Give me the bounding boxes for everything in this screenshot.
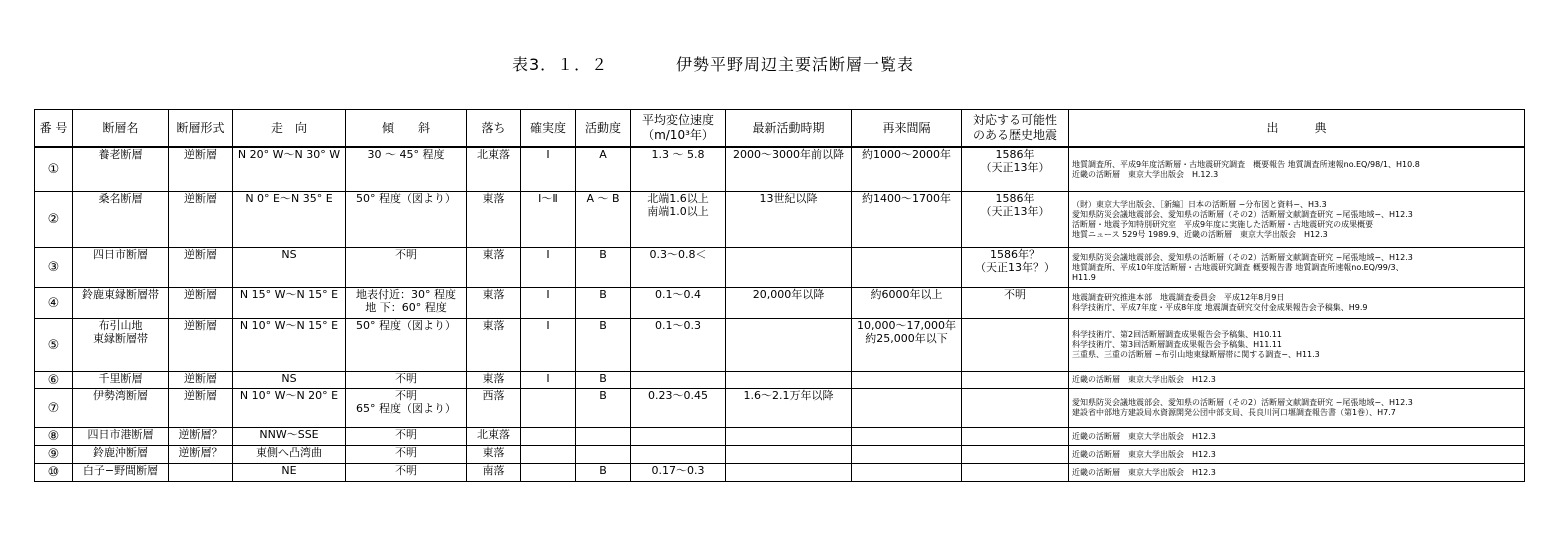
fault-historic-eq: 1586年？ （天正13年？） (962, 248, 1069, 288)
fault-name: 四日市断層 (73, 248, 169, 288)
fault-type: 逆断層 (169, 192, 233, 248)
header-hist-line1: 対応する可能性 (972, 113, 1057, 127)
source-line: H11.9 (1072, 272, 1096, 282)
fault-latest: 2000～3000年前以降 (726, 147, 852, 192)
fault-slip-rate: 0.17～0.3 (631, 464, 726, 482)
fault-downthrow: 西落 (467, 389, 521, 428)
fault-recurrence: 約1000～2000年 (852, 147, 962, 192)
fault-dip: 不明 (346, 372, 467, 389)
fault-latest (726, 446, 852, 464)
fault-name: 四日市港断層 (73, 428, 169, 446)
fault-historic-eq (962, 319, 1069, 372)
fault-name: 鈴鹿東縁断層帯 (73, 288, 169, 319)
source-line: 地震調査研究推進本部 地震調査委員会 平成12年8月9日 (1072, 293, 1285, 302)
fault-activity: A ～ B (576, 192, 631, 248)
fault-historic-eq (962, 464, 1069, 482)
header-slip-line1: 平均変位速度 (641, 113, 714, 127)
fault-latest (726, 464, 852, 482)
row-number: ⑩ (35, 464, 73, 482)
row-number: ⑤ (35, 319, 73, 372)
fault-strike: NS (233, 248, 346, 288)
fault-dip: 30 ～ 45° 程度 (346, 147, 467, 192)
fault-latest: 13世紀以降 (726, 192, 852, 248)
table-row (35, 389, 1525, 428)
row-number: ⑥ (35, 372, 73, 389)
fault-dip: 不明 (346, 248, 467, 288)
header-slip-line2: （m/10³年） (642, 128, 714, 142)
fault-historic-eq: 不明 (962, 288, 1069, 319)
row-number: ⑦ (35, 389, 73, 428)
header-strike: 走 向 (233, 110, 346, 148)
fault-type: 逆断層 (169, 248, 233, 288)
fault-name: 桑名断層 (73, 192, 169, 248)
fault-certainty: Ⅰ (521, 319, 576, 372)
source-line: 地質ニュース 529号 1989.9、近畿の活断層 東京大学出版会 H12.3 (1072, 229, 1328, 239)
fault-slip-rate: 北端1.6以上 南端1.0以上 (631, 192, 726, 248)
fault-recurrence (852, 464, 962, 482)
fault-latest: 1.6～2.1万年以降 (726, 389, 852, 428)
table-row (35, 464, 1525, 482)
table-row (35, 428, 1525, 446)
fault-downthrow: 南落 (467, 464, 521, 482)
fault-certainty (521, 389, 576, 428)
fault-activity (576, 446, 631, 464)
fault-historic-eq (962, 446, 1069, 464)
fault-strike: NS (233, 372, 346, 389)
fault-dip: 不明 (346, 446, 467, 464)
source-line: 地質調査所、平成9年度活断層・古地震研究調査 概要報告 地質調査所速報no.EQ/98/1、H10.8 (1072, 159, 1420, 169)
source-line: 活断層・地震予知特別研究室 平成9年度に実施した活断層・古地震研究の成果概要 (1072, 219, 1374, 229)
source-line: 近畿の活断層 東京大学出版会 H.12.3 (1072, 169, 1219, 179)
fault-activity: B (576, 248, 631, 288)
table-row (35, 192, 1525, 248)
row-number: ④ (35, 288, 73, 319)
table-row (35, 147, 1525, 192)
header-name: 断層名 (73, 110, 169, 148)
fault-downthrow: 東落 (467, 192, 521, 248)
fault-certainty (521, 464, 576, 482)
fault-strike: NE (233, 464, 346, 482)
fault-latest (726, 372, 852, 389)
fault-certainty: Ⅰ (521, 372, 576, 389)
fault-historic-eq: 1586年 （天正13年） (962, 192, 1069, 248)
row-number: ⑨ (35, 446, 73, 464)
fault-recurrence: 約1400～1700年 (852, 192, 962, 248)
row-number: ① (35, 147, 73, 192)
fault-slip-rate: 0.1～0.4 (631, 288, 726, 319)
table-row (35, 446, 1525, 464)
source-line: 建設省中部地方建設局水資源開発公団中部支局、長良川河口堰調査報告書（第1巻）、H7.7 (1072, 408, 1396, 417)
fault-strike: 東側へ凸湾曲 (233, 446, 346, 464)
fault-activity: B (576, 389, 631, 428)
fault-slip-rate (631, 372, 726, 389)
fault-historic-eq (962, 372, 1069, 389)
source-line: 近畿の活断層 東京大学出版会 H12.3 (1072, 431, 1216, 441)
fault-table (34, 109, 1525, 482)
fault-downthrow: 東落 (467, 319, 521, 372)
fault-type (169, 464, 233, 482)
header-hist (962, 110, 1069, 148)
fault-slip-rate (631, 428, 726, 446)
fault-name: 白子−野間断層 (73, 464, 169, 482)
fault-strike: N 10° W～N 15° E (233, 319, 346, 372)
fault-strike: N 20° W～N 30° W (233, 147, 346, 192)
header-act: 活動度 (576, 110, 631, 148)
fault-sources (1069, 248, 1525, 288)
fault-recurrence (852, 428, 962, 446)
source-line: （財）東京大学出版会、［新編］日本の活断層 −分布図と資料−、H3.3 (1072, 199, 1327, 209)
fault-sources (1069, 428, 1525, 446)
fault-sources (1069, 319, 1525, 372)
table-row (35, 319, 1525, 372)
fault-downthrow: 東落 (467, 248, 521, 288)
header-slip (631, 110, 726, 148)
fault-activity: B (576, 288, 631, 319)
source-line: 愛知県防災会議地震部会、愛知県の活断層（その2）活断層文献調査研究 −尾張地域−、H12.3 (1072, 252, 1413, 262)
fault-dip: 50° 程度（図より） (346, 192, 467, 248)
fault-historic-eq (962, 428, 1069, 446)
fault-slip-rate (631, 446, 726, 464)
fault-recurrence: 10,000～17,000年 約25,000年以下 (852, 319, 962, 372)
fault-latest (726, 428, 852, 446)
source-line: 近畿の活断層 東京大学出版会 H12.3 (1072, 375, 1216, 384)
fault-strike: N 0° E～N 35° E (233, 192, 346, 248)
fault-slip-rate: 0.23～0.45 (631, 389, 726, 428)
source-line: 科学技術庁、平成7年度・平成8年度 地震調査研究交付金成果報告会予稿集、H9.9 (1072, 303, 1368, 312)
fault-sources (1069, 464, 1525, 482)
source-line: 近畿の活断層 東京大学出版会 H12.3 (1072, 449, 1216, 459)
source-line: 愛知県防災会議地震部会、愛知県の活断層（その2）活断層文献調査研究 −尾張地域−、H12.3 (1072, 209, 1413, 219)
fault-sources (1069, 389, 1525, 428)
fault-name: 鈴鹿沖断層 (73, 446, 169, 464)
row-number: ③ (35, 248, 73, 288)
fault-activity (576, 428, 631, 446)
source-line: 科学技術庁、第3回活断層調査成果報告会予稿集、H11.11 (1072, 340, 1283, 349)
fault-recurrence (852, 372, 962, 389)
fault-strike: N 15° W～N 15° E (233, 288, 346, 319)
fault-certainty: Ⅰ～Ⅱ (521, 192, 576, 248)
source-line: 愛知県防災会議地震部会、愛知県の活断層（その2）活断層文献調査研究 −尾張地域−、H12.3 (1072, 398, 1413, 407)
fault-sources (1069, 288, 1525, 319)
fault-activity: A (576, 147, 631, 192)
row-number: ⑧ (35, 428, 73, 446)
fault-type: 逆断層 (169, 389, 233, 428)
fault-name: 養老断層 (73, 147, 169, 192)
fault-activity: B (576, 464, 631, 482)
fault-downthrow: 北東落 (467, 428, 521, 446)
header-cert: 確実度 (521, 110, 576, 148)
fault-activity: B (576, 372, 631, 389)
fault-sources (1069, 147, 1525, 192)
header-down: 落ち (467, 110, 521, 148)
fault-recurrence: 約6000年以上 (852, 288, 962, 319)
fault-historic-eq (962, 389, 1069, 428)
fault-dip: 不明 (346, 464, 467, 482)
table-row (35, 248, 1525, 288)
fault-latest: 20,000年以降 (726, 288, 852, 319)
header-recur: 再来間隔 (852, 110, 962, 148)
fault-certainty: Ⅰ (521, 288, 576, 319)
source-line: 科学技術庁、第2回活断層調査成果報告会予稿集、H10.11 (1072, 330, 1283, 339)
fault-downthrow: 東落 (467, 446, 521, 464)
fault-dip: 不明 (346, 428, 467, 446)
fault-certainty: Ⅰ (521, 248, 576, 288)
fault-type: 逆断層？ (169, 428, 233, 446)
source-line: 近畿の活断層 東京大学出版会 H12.3 (1072, 467, 1216, 477)
header-type: 断層形式 (169, 110, 233, 148)
table-row (35, 372, 1525, 389)
fault-type: 逆断層 (169, 147, 233, 192)
fault-recurrence (852, 248, 962, 288)
fault-activity: B (576, 319, 631, 372)
table-number: 表3．１．２ (512, 55, 609, 74)
fault-name: 千里断層 (73, 372, 169, 389)
header-dip: 傾 斜 (346, 110, 467, 148)
fault-type: 逆断層 (169, 372, 233, 389)
fault-historic-eq: 1586年 （天正13年） (962, 147, 1069, 192)
fault-slip-rate: 1.3 ～ 5.8 (631, 147, 726, 192)
fault-strike: NNW～SSE (233, 428, 346, 446)
fault-name: 布引山地 東縁断層帯 (73, 319, 169, 372)
fault-recurrence (852, 446, 962, 464)
fault-type: 逆断層？ (169, 446, 233, 464)
fault-type: 逆断層 (169, 288, 233, 319)
table-row (35, 288, 1525, 319)
source-line: 地質調査所、平成10年度活断層・古地震研究調査 概要報告書 地質調査所速報no.EQ/99/3、 (1072, 262, 1404, 272)
fault-type: 逆断層 (169, 319, 233, 372)
fault-certainty: Ⅰ (521, 147, 576, 192)
fault-sources (1069, 372, 1525, 389)
header-no: 番 号 (35, 110, 73, 148)
fault-slip-rate: 0.1～0.3 (631, 319, 726, 372)
fault-dip: 地表付近：30° 程度 地 下：60° 程度 (346, 288, 467, 319)
fault-certainty (521, 446, 576, 464)
fault-downthrow: 東落 (467, 288, 521, 319)
fault-slip-rate: 0.3～0.8＜ (631, 248, 726, 288)
row-number: ② (35, 192, 73, 248)
fault-dip: 不明 65° 程度（図より） (346, 389, 467, 428)
header-row (35, 110, 1525, 148)
fault-strike: N 10° W～N 20° E (233, 389, 346, 428)
fault-certainty (521, 428, 576, 446)
fault-name: 伊勢湾断層 (73, 389, 169, 428)
fault-dip: 50° 程度（図より） (346, 319, 467, 372)
fault-latest (726, 319, 852, 372)
fault-sources (1069, 446, 1525, 464)
source-line: 三重県、三重の活断層 −布引山地東縁断層帯に関する調査−、H11.3 (1072, 350, 1320, 359)
header-latest: 最新活動時期 (726, 110, 852, 148)
header-source: 出 典 (1069, 110, 1525, 148)
header-hist-line2: のある歴史地震 (972, 128, 1057, 142)
fault-downthrow: 北東落 (467, 147, 521, 192)
fault-downthrow: 東落 (467, 372, 521, 389)
fault-recurrence (852, 389, 962, 428)
fault-sources (1069, 192, 1525, 248)
fault-latest (726, 248, 852, 288)
table-title: 伊勢平野周辺主要活断層一覧表 (676, 55, 915, 74)
